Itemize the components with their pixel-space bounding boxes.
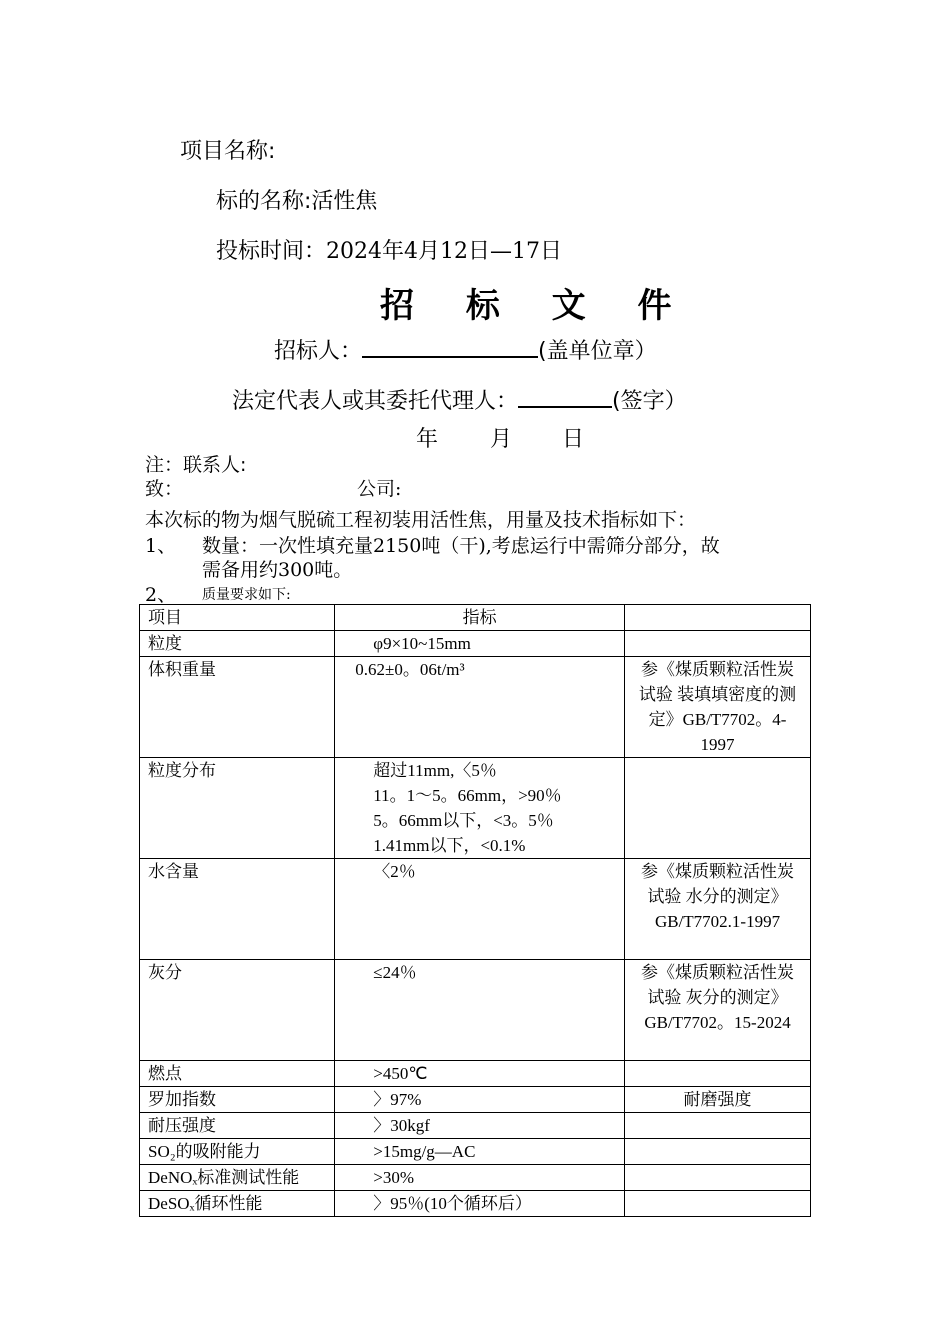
table-row xyxy=(140,1165,811,1191)
representative-suffix: (签字） xyxy=(612,389,687,414)
contact-label: 注：联系人: xyxy=(145,454,247,476)
representative-blank xyxy=(518,384,612,408)
table-row xyxy=(140,1113,811,1139)
representative-line xyxy=(232,384,687,415)
row-ref xyxy=(625,1165,811,1191)
row-item: 燃点 xyxy=(140,1061,335,1087)
table-row xyxy=(140,758,811,859)
row-item: DeNOₓ标准测试性能 xyxy=(140,1165,335,1191)
row-item: 灰分 xyxy=(140,960,335,1061)
table-row xyxy=(140,657,811,758)
row-ref xyxy=(625,758,811,859)
tenderer-line xyxy=(274,334,657,365)
header-ref xyxy=(625,605,811,631)
project-name-label: 项目名称: xyxy=(180,139,276,164)
table-row xyxy=(140,1139,811,1165)
row-item: 粒度分布 xyxy=(140,758,335,859)
table-row xyxy=(140,960,811,1061)
tenderer-suffix: (盖单位章） xyxy=(538,339,657,364)
row-item: 粒度 xyxy=(140,631,335,657)
intro-text: 本次标的物为烟气脱硫工程初装用活性焦，用量及技术指标如下： xyxy=(145,509,697,531)
row-value: ≤24％ xyxy=(335,960,625,1061)
row-item: 水含量 xyxy=(140,859,335,960)
header-item: 项目 xyxy=(140,605,335,631)
row-value: 〈2％ xyxy=(335,859,625,960)
row-item: SO₂的吸附能力 xyxy=(140,1139,335,1165)
row-ref xyxy=(625,631,811,657)
row-ref: 参《煤质颗粒活性炭试验 水分的测定》GB/T7702.1-1997 xyxy=(625,859,811,960)
document-title: 招 标 文 件 xyxy=(380,286,692,326)
row-value: >450℃ xyxy=(335,1061,625,1087)
row-value: >30% xyxy=(335,1165,625,1191)
row-value: 〉95％(10个循环后） xyxy=(335,1191,625,1217)
row-ref xyxy=(625,1061,811,1087)
row-value: 〉30kgf xyxy=(335,1113,625,1139)
row-ref xyxy=(625,1139,811,1165)
item2-number: 2、 xyxy=(145,584,177,606)
value-line: 5。66mm以下，<3。5％ xyxy=(373,811,554,830)
table-row xyxy=(140,859,811,960)
tenderer-blank xyxy=(362,334,538,358)
subject-name-line xyxy=(216,184,377,215)
header-value: 指标 xyxy=(335,605,625,631)
row-ref xyxy=(625,1113,811,1139)
table-row xyxy=(140,631,811,657)
table-row xyxy=(140,1191,811,1217)
item1-line1: 数量：一次性填充量2150吨（干),考虑运行中需筛分部分，故 xyxy=(202,535,720,557)
tenderer-label: 招标人： xyxy=(274,339,363,364)
to-label: 致： xyxy=(145,478,184,500)
row-item: DeSOₓ循环性能 xyxy=(140,1191,335,1217)
table-header-row xyxy=(140,605,811,631)
company-label: 公司: xyxy=(357,478,402,500)
row-value: 0.62±0。06t/m³ xyxy=(335,657,625,758)
row-ref xyxy=(625,1191,811,1217)
row-item: 罗加指数 xyxy=(140,1087,335,1113)
representative-label: 法定代表人或其委托代理人： xyxy=(232,389,519,414)
date-month: 月 xyxy=(490,427,513,452)
item1-number: 1、 xyxy=(145,535,177,557)
row-value: 〉97% xyxy=(335,1087,625,1113)
row-ref: 参《煤质颗粒活性炭试验 灰分的测定》GB/T7702。15-2024 xyxy=(625,960,811,1061)
date-year: 年 xyxy=(416,427,439,452)
row-ref: 参《煤质颗粒活性炭试验 装填填密度的测定》GB/T7702。4-1997 xyxy=(625,657,811,758)
row-item: 耐压强度 xyxy=(140,1113,335,1139)
bid-time: 投标时间：2024年4月12日—17日 xyxy=(216,239,562,264)
row-ref: 耐磨强度 xyxy=(625,1087,811,1113)
date-day: 日 xyxy=(562,427,585,452)
row-value: >15mg/g—AC xyxy=(335,1139,625,1165)
table-row xyxy=(140,1061,811,1087)
row-value xyxy=(335,758,625,859)
table-row xyxy=(140,1087,811,1113)
item2-text: 质量要求如下: xyxy=(202,587,291,603)
row-item: 体积重量 xyxy=(140,657,335,758)
value-line: 1.41mm以下，<0.1% xyxy=(373,836,526,855)
spec-table xyxy=(139,604,811,1217)
item1-line2: 需备用约300吨。 xyxy=(202,559,353,581)
subject-name: 标的名称:活性焦 xyxy=(216,189,378,214)
value-line: 超过11mm,〈5％ xyxy=(373,761,497,780)
value-line: 11。1～5。66mm，>90％ xyxy=(373,786,562,805)
row-value: φ9×10~15mm xyxy=(335,631,625,657)
